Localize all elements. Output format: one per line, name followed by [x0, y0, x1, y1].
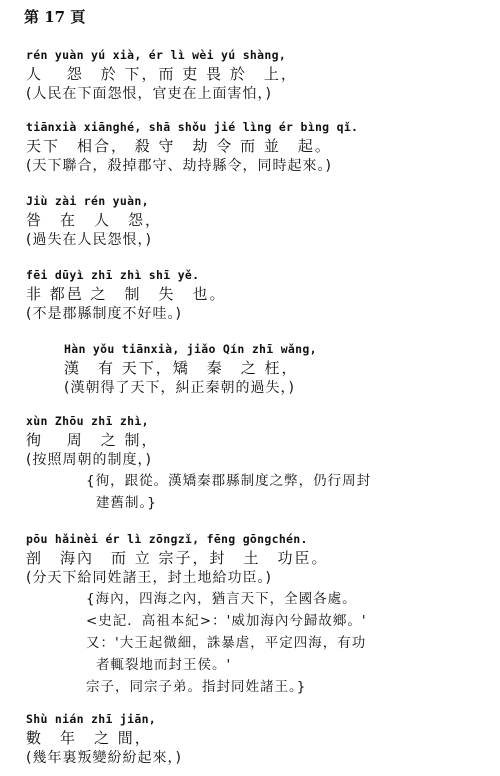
- annotation-line: {徇，跟從。漢矯秦郡縣制度之弊，仍行周封: [86, 473, 372, 489]
- annotation-line: 又：'大王起微細，誅暴虐，平定四海，有功: [86, 635, 367, 651]
- chinese-line: 數 年 之 間，: [26, 729, 152, 747]
- translation-line: (漢朝得了天下，糾正秦朝的過失，): [64, 380, 295, 396]
- page-number: 第 17 頁: [24, 8, 86, 26]
- translation-line: (人民在下面怨恨，官吏在上面害怕，): [26, 86, 272, 102]
- chinese-line: 剖 海內 而 立 宗子，封 土 功臣。: [26, 549, 329, 567]
- chinese-line: 人 怨 於 下，而 吏 畏 於 上，: [26, 65, 298, 83]
- chinese-line: 漢 有 天下，矯 秦 之 枉，: [64, 359, 299, 377]
- annotation-line: <史記．高祖本紀>：'威加海內兮歸故鄉。': [86, 613, 367, 629]
- annotation-line: 建舊制。}: [96, 495, 157, 511]
- translation-line: (不是郡縣制度不好哇。): [26, 306, 182, 322]
- annotation-line: 者輒裂地而封王侯。': [96, 657, 232, 673]
- chinese-line: 非 都邑 之 制 失 也。: [26, 285, 227, 303]
- annotation-line: {海內，四海之內，猶言天下，全國各處。: [86, 591, 357, 607]
- chinese-line: 徇 周 之 制，: [26, 431, 159, 449]
- pinyin-line: fēi dūyì zhī zhì shī yě.: [26, 268, 200, 282]
- translation-line: (天下聯合，殺掉郡守、劫持縣令，同時起來。): [26, 158, 332, 174]
- pinyin-line: pōu hǎinèi ér lì zōngzǐ, fēng gōngchén.: [26, 532, 308, 546]
- translation-line: (按照周朝的制度，): [26, 452, 152, 468]
- translation-line: (幾年裏叛變紛紛起來，): [26, 750, 182, 766]
- translation-line: (過失在人民怨恨，): [26, 232, 152, 248]
- pinyin-line: Hàn yǒu tiānxià, jiǎo Qín zhī wǎng,: [64, 342, 317, 356]
- pinyin-line: tiānxià xiānghé, shā shǒu jié lìng ér bìng qǐ.: [26, 120, 359, 134]
- chinese-line: 天下 相合， 殺 守 劫 令 而 並 起。: [26, 137, 332, 155]
- pinyin-line: xùn Zhōu zhī zhì,: [26, 414, 149, 428]
- pinyin-line: Jiù zài rén yuàn,: [26, 194, 149, 208]
- pinyin-line: rén yuàn yú xià, ér lì wèi yú shàng,: [26, 48, 287, 62]
- annotation-line: 宗子，同宗子弟。指封同姓諸王。}: [86, 679, 307, 695]
- chinese-line: 咎 在 人 怨，: [26, 211, 163, 229]
- translation-line: (分天下給同姓諸王，封土地給功臣。): [26, 570, 272, 586]
- pinyin-line: Shù nián zhī jiān,: [26, 712, 157, 726]
